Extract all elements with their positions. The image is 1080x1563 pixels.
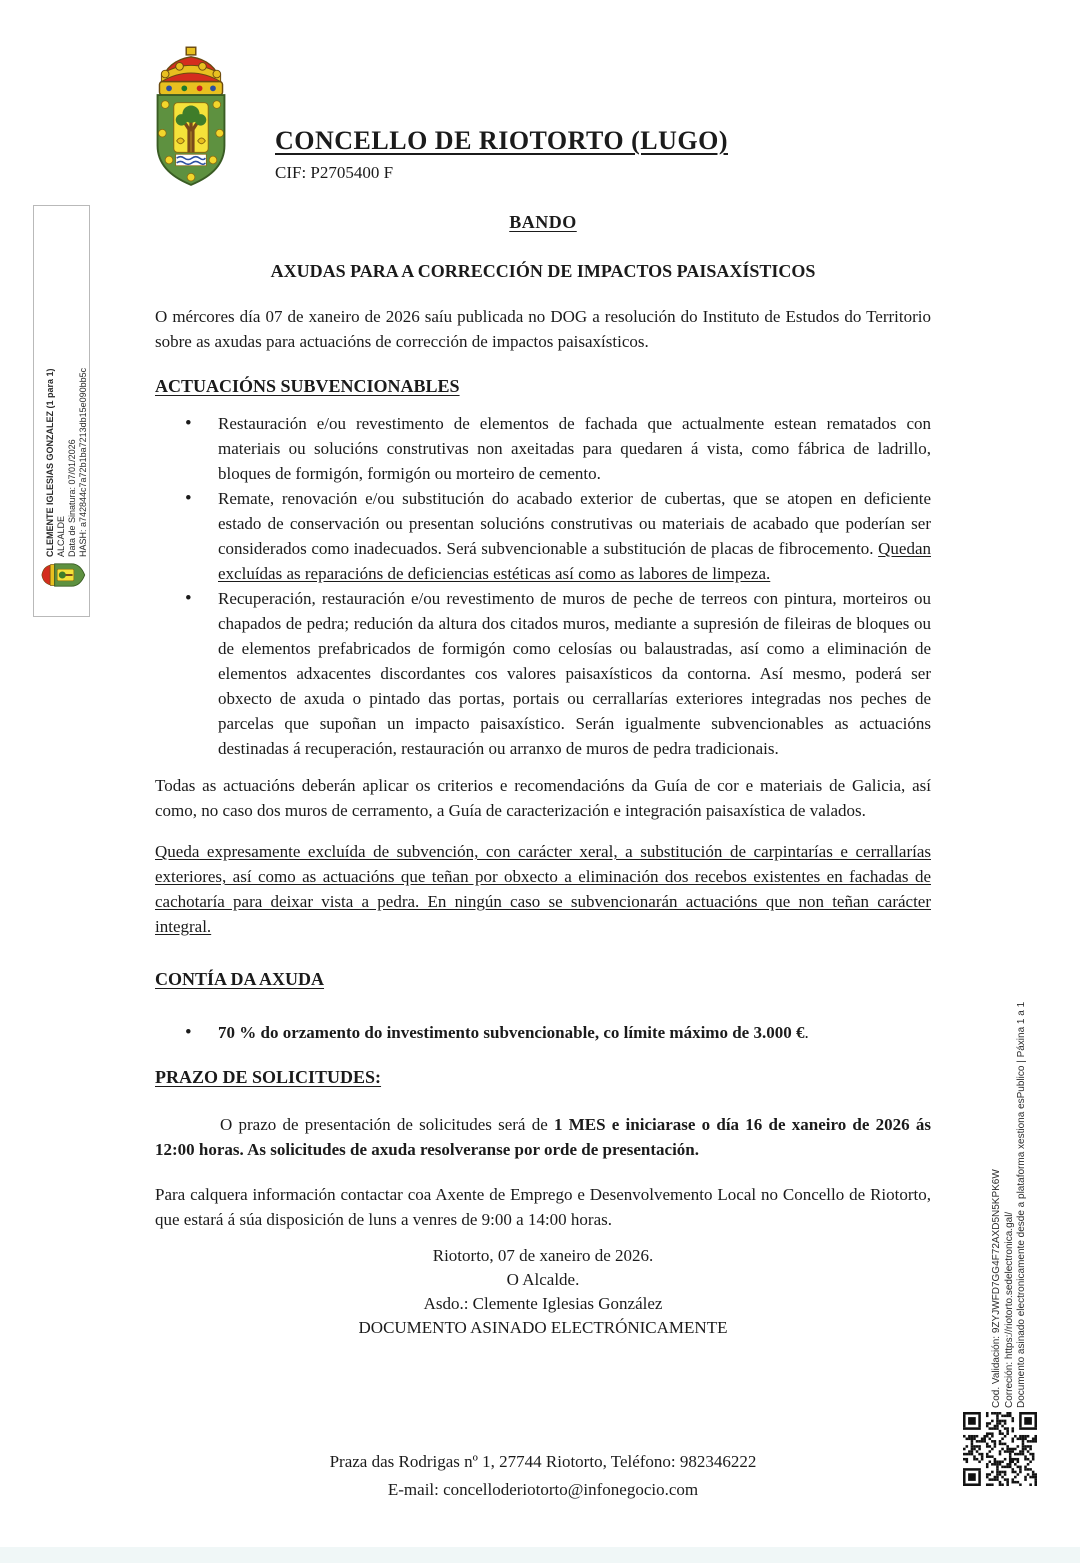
section-heading-prazo: PRAZO DE SOLICITUDES: [155, 1067, 382, 1087]
amount-text: 70 % do orzamento do investimento subvencionable, co límite máximo de 3.000 € [218, 1023, 805, 1042]
contact-paragraph: Para calquera información contactar coa Axente de Emprego e Desenvolvemento Local no Concello de Riotorto, que estará á súa disposición de luns a venres de 9:00 a 14:00 horas. [155, 1185, 931, 1229]
validation-code: Cod. Validación: 9ZYJWFD7GG4F72AXD5N5KPK6W [991, 1169, 1002, 1408]
section-heading-actuacions: ACTUACIÓNS SUBVENCIONABLES [155, 376, 460, 396]
section-heading-contia: CONTÍA DA AXUDA [155, 969, 325, 989]
cif-number: CIF: P2705400 F [275, 163, 394, 182]
bullet2-text: Remate, renovación e/ou substitución do acabado exterior de cubertas, que se atopen en deficiente estado de conservación ou presentan solucións construtivas ou materiais de acabado que poderían ser considerados como inadecuados. Será subvencionable a substitución de placas de fibrocemento. [218, 489, 931, 558]
signer-name: CLEMENTE IGLESIAS GONZALEZ (1 para 1) [45, 368, 55, 557]
bottom-strip [0, 1547, 1080, 1563]
coat-of-arms-icon [148, 44, 234, 190]
signer-role: ALCALDE [56, 515, 66, 557]
subsidised-actions-list [155, 411, 931, 761]
closing-signer: Asdo.: Clemente Iglesias González [423, 1294, 663, 1313]
page-footer [155, 1448, 931, 1504]
signature-stamp-text [45, 212, 89, 557]
deadline-paragraph [155, 1112, 931, 1162]
closing-signed-electronically: DOCUMENTO ASINADO ELECTRÓNICAMENTE [358, 1318, 728, 1337]
qr-code [963, 1412, 1037, 1486]
intro-paragraph: O mércores día 07 de xaneiro de 2026 saíu publicada no DOG a resolución do Instituto de Estudos do Territorio sobre as axudas para actuacións de corrección de impactos paisaxísticos. [155, 307, 931, 351]
footer-email: E-mail: concelloderiotorto@infonegocio.com [387, 1480, 699, 1499]
validation-margin-text [991, 948, 1029, 1408]
list-item [155, 586, 931, 761]
signature-date: Data de Sinatura: 07/01/2026 [67, 439, 77, 557]
document-body [155, 210, 931, 1340]
page-title: CONCELLO DE RIOTORTO (LUGO) [275, 126, 728, 155]
bullet1-text: Restauración e/ou revestimento de elementos de fachada que actualmente estean rematados con materiais ou solucións construtivas non axeitadas para quedaren á vista, como fábrica de ladrillo, bloques de formigón, formigón ou morteiro de cemento. [218, 414, 931, 483]
closing-role: O Alcalde. [506, 1270, 580, 1289]
deadline-bold-text: 1 MES e iniciarase o día 16 de xaneiro de 2026 ás 12:00 horas. As solicitudes de axuda resolveranse por orde de presentación. [155, 1115, 932, 1159]
validation-platform: Documento asinado electronicamente desde a plataforma xestiona esPublico | Páxina 1 a 1 [1016, 1001, 1027, 1408]
footer-address: Praza das Rodrigas nº 1, 27744 Riotorto, Teléfono: 982346222 [329, 1452, 757, 1471]
deadline-text: O prazo de presentación de solicitudes será de [220, 1115, 554, 1134]
doc-title: BANDO [509, 212, 577, 232]
bullet2-underlined-text: Quedan excluídas as reparacións de deficiencias estéticas así como as labores de limpeza. [218, 539, 931, 583]
list-item [155, 486, 931, 586]
list-item [155, 411, 931, 486]
doc-subtitle: AXUDAS PARA A CORRECCIÓN DE IMPACTOS PAISAXÍSTICOS [270, 261, 816, 281]
closing-block [155, 1244, 931, 1340]
list-item [155, 1020, 931, 1045]
amount-list [155, 1020, 931, 1045]
criteria-paragraph: Todas as actuacións deberán aplicar os criterios e recomendacións da Guía de cor e materiais de Galicia, así como, no caso dos muros de cerramento, a Guía de caracterización e integración paisaxística de valados. [155, 776, 931, 820]
amount-period: . [804, 1023, 809, 1042]
bullet3-text: Recuperación, restauración e/ou revestimento de muros de peche de terreos con pintura, morteiros ou chapados de pedra; redución da altura dos citados muros, mediante a supresión de fileiras de bloques ou de elementos prefabricados de formigón como celosías ou balaustradas, así como a eliminación de elementos adxacentes discordantes cos valores paisaxísticos da contorna. Así mesmo, poderá ser obxecto de axuda o pintado das portas, portais ou cerrallarías exteriores integradas nos peches de parcelas que supoñan un impacto paisaxístico. Serán igualmente subvencionables as actuacións destinadas á recuperación, restauración ou arranxo de muros de pedra tradicionais. [218, 589, 931, 758]
signature-hash: HASH: a742844c7a72b1ba7213db15e090bb5c [78, 367, 88, 557]
validation-url: Correción: https://riotorto.sedelectronica.gal/ [1003, 1211, 1015, 1408]
exclusions-paragraph: Queda expresamente excluída de subvención, con carácter xeral, a substitución de carpintarías e cerrallarías exteriores, así como as actuacións que teñan por obxecto a eliminación dos recebos existentes en fachadas de cachotaría para deixar vista a pedra. En ningún caso se subvencionarán actuacións que non teñan carácter integral. [155, 842, 931, 936]
closing-place-date: Riotorto, 07 de xaneiro de 2026. [432, 1246, 654, 1265]
coat-of-arms-small-icon [38, 560, 86, 590]
